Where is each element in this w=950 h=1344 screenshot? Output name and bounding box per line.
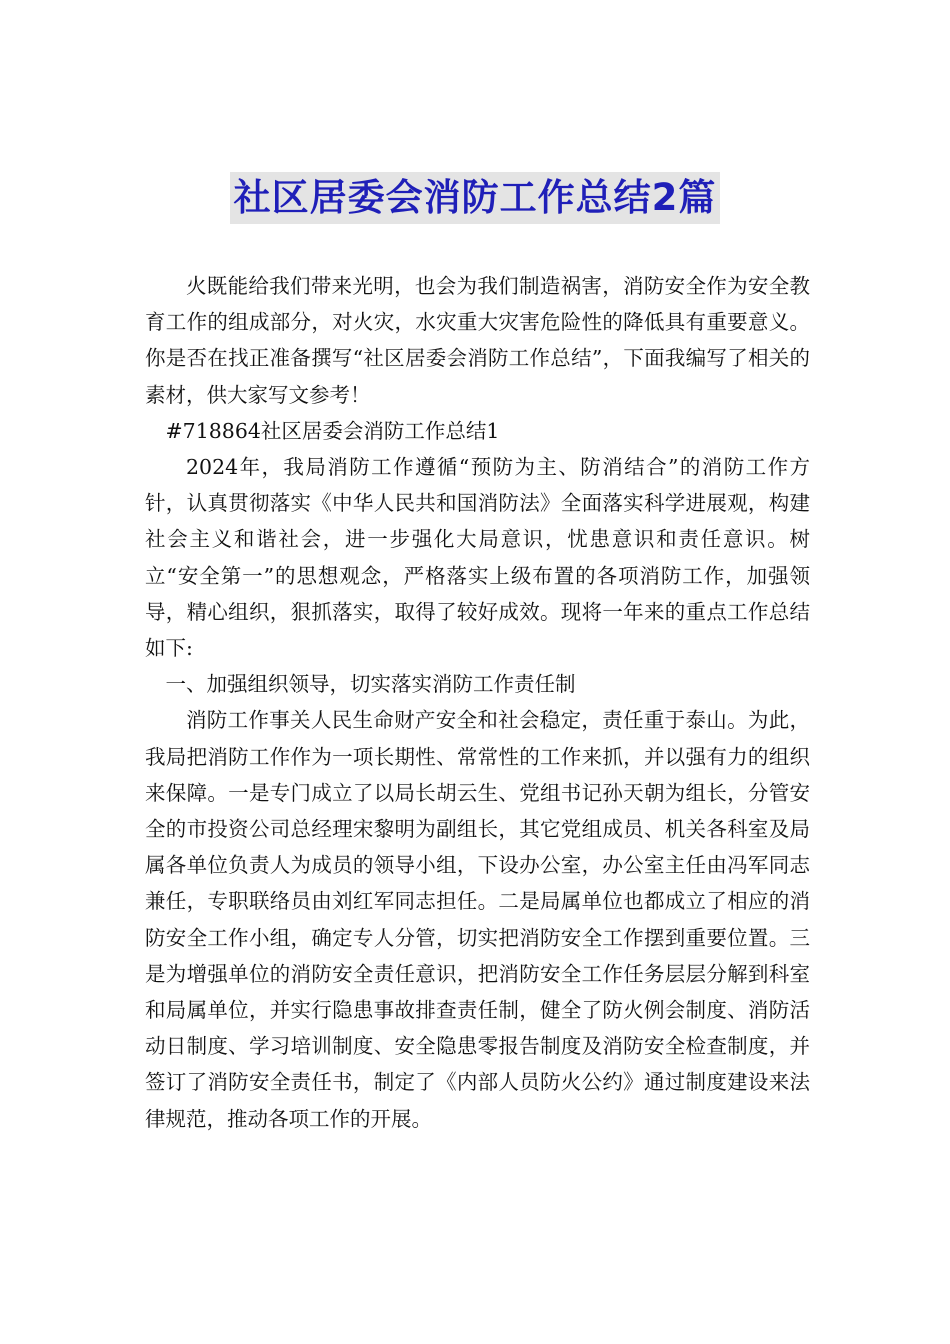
organization-paragraph: 消防工作事关人民生命财产安全和社会稳定，责任重于泰山。为此，我局把消防工作作为一项长期性、常常性的工作来抓，并以强有力的组织来保障。一是专门成立了以局长胡云生、党组书记孙天朝为组长，分管安全的市投资公司总经理宋黎明为副组长，其它党组成员、机关各科室及局属各单位负责人为成员的领导小组，下设办公室，办公室主任由冯军同志兼任，专职联络员由刘红军同志担任。二是局属单位也都成立了相应的消防安全工作小组，确定专人分管，切实把消防安全工作摆到重要位置。三是为增强单位的消防安全责任意识，把消防安全工作任务层层分解到科室和局属单位，并实行隐患事故排查责任制，健全了防火例会制度、消防活动日制度、学习培训制度、安全隐患零报告制度及消防安全检查制度，并签订了消防安全责任书，制定了《内部人员防火公约》通过制度建设来法律规范，推动各项工作的开展。 <box>145 708 810 1131</box>
title-container <box>0 172 950 224</box>
subheading-1: 一、加强组织领导，切实落实消防工作责任制 <box>165 672 576 697</box>
summary-paragraph: 2024年，我局消防工作遵循“预防为主、防消结合”的消防工作方针，认真贯彻落实《中华人民共和国消防法》全面落实科学进展观，构建社会主义和谐社会，进一步强化大局意识，忧患意识和责任意识。树立“安全第一”的思想观念，严格落实上级布置的各项消防工作，加强领导，精心组织，狠抓落实，取得了较好成效。现将一年来的重点工作总结如下: <box>145 455 810 661</box>
intro-paragraph: 火既能给我们带来光明，也会为我们制造祸害，消防安全作为安全教育工作的组成部分，对火灾，水灾重大灾害危险性的降低具有重要意义。你是否在找正准备撰写“社区居委会消防工作总结”，下面我编写了相关的素材，供大家写文参考！ <box>145 274 810 407</box>
document-title: 社区居委会消防工作总结2篇 <box>230 172 721 224</box>
document-body <box>145 268 810 1137</box>
section-heading-1: #718864社区居委会消防工作总结1 <box>165 418 500 443</box>
